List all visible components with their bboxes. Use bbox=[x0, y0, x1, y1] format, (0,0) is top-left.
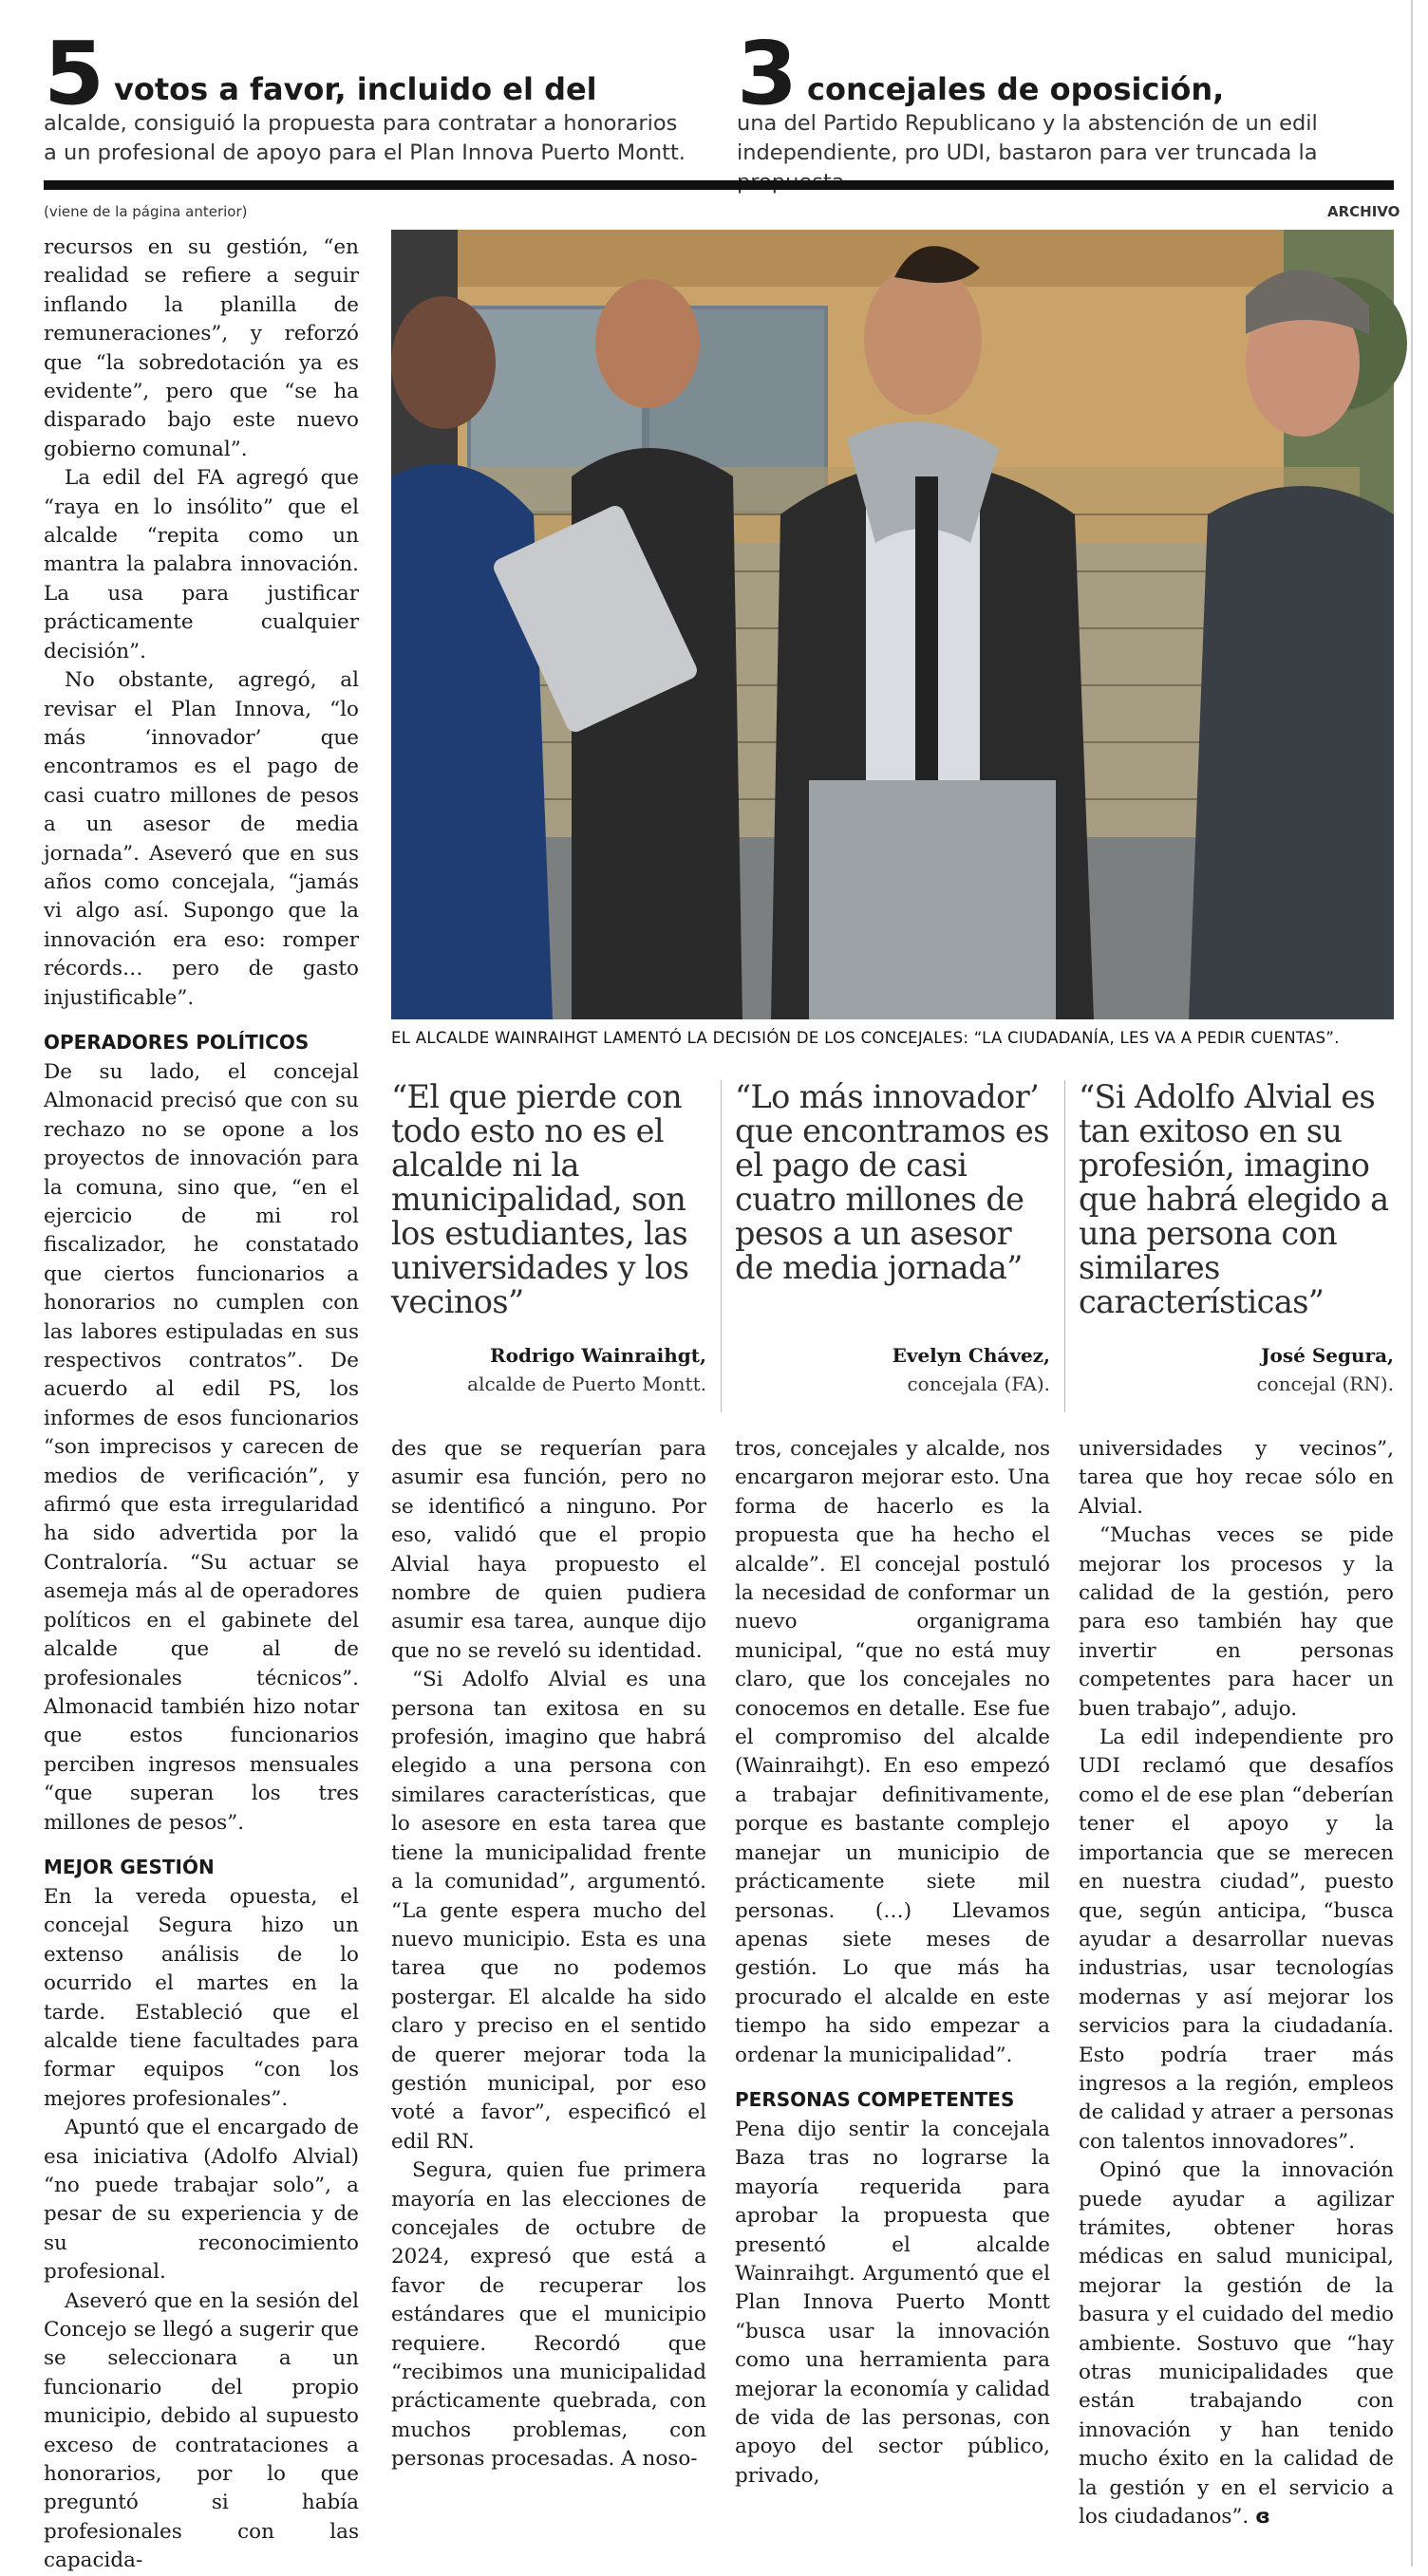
section-heading: MEJOR GESTIÓN bbox=[44, 1855, 215, 1878]
end-of-article-mark: ɞ bbox=[1255, 2505, 1270, 2529]
paragraph: universidades y vecinos”, tarea que hoy recae sólo en Alvial. bbox=[1079, 1437, 1394, 1519]
quote-author-name: Rodrigo Wainraihgt, bbox=[489, 1344, 706, 1367]
page-edge-rule bbox=[1411, 0, 1413, 2567]
right-headline-subtitle: una del Partido Republicano y la abstención de un edil independiente, pro UDI, bastaron para ver truncada la bbox=[737, 111, 1318, 165]
quote-text: “Si Adolfo Alvial es tan exitoso en su profesión, imagino que habrá elegido a una persona con similares características” bbox=[1079, 1078, 1389, 1320]
paragraph: Apuntó que el encargado de esa iniciativa (Adolfo Alvial) “no puede trabajar solo”, a pesar de su experiencia y de su reconocimiento profesional. bbox=[44, 2116, 359, 2285]
paragraph bbox=[1079, 2156, 1394, 2531]
left-headline-number: 5 bbox=[44, 23, 105, 124]
quote-author-name: Evelyn Chávez, bbox=[892, 1344, 1050, 1367]
right-headline-number: 3 bbox=[737, 23, 799, 124]
paragraph: tros, concejales y alcalde, nos encargaron mejorar esto. Una forma de hacerlo es la propuesta que ha hecho el alcalde”. El concejal postuló la necesidad de conformar un nuevo organigrama municipal, “que no está muy claro, que los concejales no conocemos en detalle. Ese fue el compromiso del alcalde (Wainraihgt). En eso empezó a trabajar definitivamente, porque es bastante complejo manejar un municipio de prácticamente siete mil personas. (…) Llevamos apenas siete meses de gestión. Lo que más ha procurado el alcalde en este tiempo ha sido empezar a ordenar la municipalidad”. bbox=[735, 1437, 1050, 2067]
article-column-4 bbox=[1079, 1435, 1394, 2550]
paragraph: “Si Adolfo Alvial es una persona tan exitosa en su profesión, imagino que habrá elegido a una persona con similares características, que lo asesore en esta tarea que tiene la municipalidad frente a la comunidad”, argumentó. “La gente espera mucho del nuevo municipio. Esta es una tarea que no podemos postergar. El alcalde ha sido claro y preciso en el sentido de querer mejorar toda la gestión municipal, por eso voté a favor”, especificó el edil RN. bbox=[391, 1668, 706, 2154]
left-headline-subtitle: alcalde, consiguió la propuesta para contratar a honorarios a un profesional de apoyo para el Plan Innova Puerto Montt. bbox=[44, 111, 686, 165]
paragraph: No obstante, agregó, al revisar el Plan Innova, “lo más ‘innovador’ que encontramos es el pago de casi cuatro millones de pesos a un asesor de media jornada”. Aseveró que en sus años como concejala, “jamás vi algo así. Supongo que la innovación era eso: romper récords… pero de gasto injustificable”. bbox=[44, 668, 359, 1010]
left-headline-title: votos a favor, incluido el del bbox=[114, 71, 597, 107]
quote-block-1 bbox=[391, 1080, 706, 1319]
section-heading: PERSONAS COMPETENTES bbox=[735, 2087, 1015, 2111]
paragraph: “Muchas veces se pide mejorar los procesos y la calidad de la gestión, pero para eso también hay que invertir en personas competentes para hacer un buen trabajo”, adujo. bbox=[1079, 1523, 1394, 1721]
photo-credit: ARCHIVO bbox=[1327, 203, 1400, 220]
quote-author-role: alcalde de Puerto Montt. bbox=[467, 1372, 706, 1395]
paragraph: La edil independiente pro UDI reclamó que desafíos como el de ese plan “deberían tener el apoyo y la importancia que se merecen en nuestra ciudad”, puesto que, según anticipa, “busca ayudar a desarrollar nuevas industrias, usar tecnologías modernas y así mejorar los servicios para la ciudadanía. Esto podría traer más ingresos a la región, empleos de calidad y atraer a personas con talentos innovadores”. bbox=[1079, 1726, 1394, 2154]
quote-text: “Lo más innovador’ que encontramos es el pago de casi cuatro millones de pesos a un asesor de media jornada” bbox=[735, 1078, 1049, 1286]
article-column-3 bbox=[735, 1435, 1050, 2550]
article-column-2 bbox=[391, 1435, 706, 2550]
quote-author-name: José Segura, bbox=[1261, 1344, 1394, 1367]
photo-illustration bbox=[391, 230, 1394, 1019]
photo-caption: EL ALCALDE WAINRAIHGT LAMENTÓ LA DECISIÓN DE LOS CONCEJALES: “LA CIUDADANÍA, LES VA A PEDIR CUENTAS”. bbox=[391, 1029, 1340, 1047]
quote-divider bbox=[1064, 1080, 1065, 1412]
quote-author-role: concejala (FA). bbox=[907, 1372, 1050, 1395]
paragraph: Pena dijo sentir la concejala Baza tras no lograrse la mayoría requerida para aprobar la propuesta que presentó el alcalde Wainraihgt. Argumentó que el Plan Innova Puerto Montt “busca usar la innovación como una herramienta para mejorar la economía y calidad de vida de las personas, con apoyo del sector público, privado, bbox=[735, 2117, 1050, 2488]
section-heading: OPERADORES POLÍTICOS bbox=[44, 1030, 310, 1054]
article-column-1 bbox=[44, 233, 359, 2573]
right-headline-title: concejales de oposición, bbox=[807, 71, 1225, 107]
header-rule bbox=[44, 180, 1394, 190]
paragraph-text: Opinó que la innovación puede ayudar a agilizar trámites, obtener horas médicas en salud municipal, mejorar la gestión de la basura y el cuidado del medio ambiente. Sostuvo que “hay otras municipalidades que están trabajando con innovación y han tenido mucho éxito en la calidad de la gestión y en el servicio a los ciudadanos”. bbox=[1079, 2158, 1394, 2529]
quote-block-3 bbox=[1079, 1080, 1394, 1319]
paragraph: Segura, quien fue primera mayoría en las elecciones de concejales de octubre de 2024, expresó que está a favor de recuperar los estándares que el municipio requiere. Recordó que “recibimos una municipalidad prácticamente quebrada, con muchos problemas, con personas procesadas. A noso- bbox=[391, 2158, 706, 2472]
paragraph: Aseveró que en la sesión del Concejo se llegó a sugerir que se seleccionara a un funcionario del propio municipio, debido al supuesto exceso de contrataciones a honorarios, por lo que preguntó si había profesionales con las capacida- bbox=[44, 2288, 359, 2573]
quote-author-role: concejal (RN). bbox=[1256, 1372, 1394, 1395]
paragraph: des que se requerían para asumir esa función, pero no se identificó a ninguno. Por eso, validó que el propio Alvial haya propuesto el nombre de quien pudiera asumir esa tarea, aunque dijo que no se reveló su identidad. bbox=[391, 1437, 706, 1663]
paragraph: De su lado, el concejal Almonacid precisó que con su rechazo no se opone a los proyectos de innovación para la comuna, sino que, “en el ejercicio de mi rol fiscalizador, he constatado que ciertos funcionarios a honorarios no cumplen con las labores estipuladas en sus respectivos contratos”. De acuerdo al edil PS, los informes de esos funcionarios “son imprecisos y carecen de medios de verificación”, y afirmó que esta irregularidad ha sido advertida por la Contraloría. “Su actuar se asemeja más al de operadores políticos en el gabinete del alcalde que al de profesionales técnicos”. Almonacid también hizo notar que estos funcionarios perciben ingresos mensuales “que superan los tres millones de pesos”. bbox=[44, 1059, 359, 1835]
paragraph: La edil del FA agregó que “raya en lo insólito” que el alcalde “repita como un mantra la palabra innovación. La usa para justificar prácticamente cualquier decisión”. bbox=[44, 466, 359, 663]
paragraph: En la vereda opuesta, el concejal Segura hizo un extenso análisis de lo ocurrido el martes en la tarde. Estableció que el alcalde tiene facultades para formar equipos “con los mejores profesionales”. bbox=[44, 1884, 359, 2111]
paragraph: recursos en su gestión, “en realidad se refiere a seguir inflando la planilla de remuneraciones”, y reforzó que “la sobredotación ya es evidente”, pero que “se ha disparado bajo este nuevo gobierno comunal”. bbox=[44, 235, 359, 461]
quote-block-2 bbox=[735, 1080, 1050, 1285]
quote-divider bbox=[721, 1080, 722, 1412]
article-photo bbox=[391, 230, 1394, 1019]
continued-note: (viene de la página anterior) bbox=[44, 203, 248, 220]
quote-text: “El que pierde con todo esto no es el alcalde ni la municipalidad, son los estudiantes, las universidades y los vecinos” bbox=[391, 1078, 689, 1320]
